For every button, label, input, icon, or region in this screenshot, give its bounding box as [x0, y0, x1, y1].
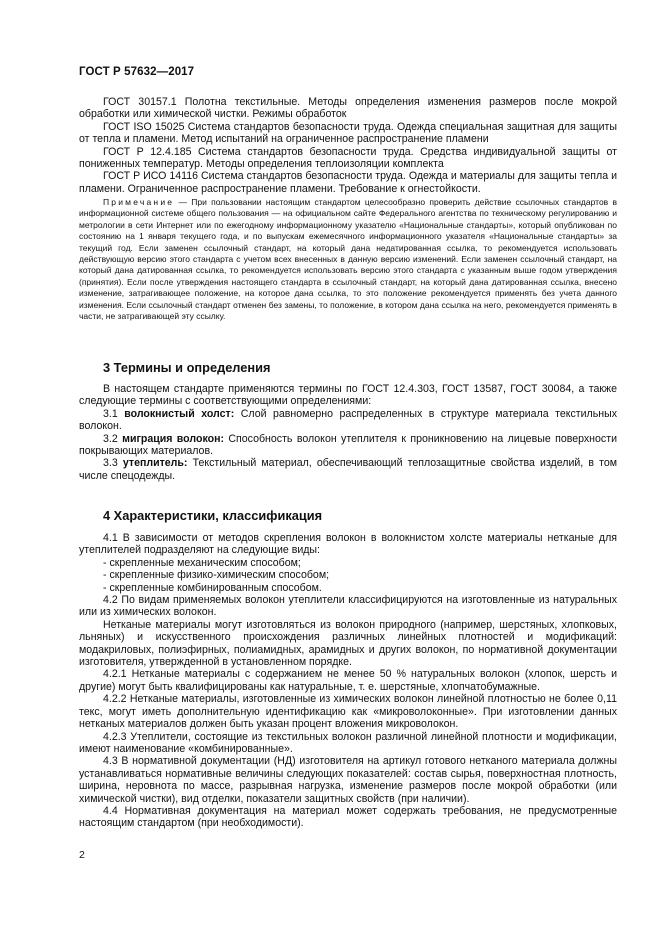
reference-item: ГОСТ Р 12.4.185 Система стандартов безопасности труда. Средства индивидуальной защиты от пониженных температур. Методы определения теплоизоляции комплекта [79, 145, 617, 171]
page-number: 2 [79, 849, 85, 861]
note-text: — При пользовании настоящим стандартом целесообразно проверить действие ссылочных стандартов в информационной системе общего пользования — на официальном сайте Федерального агентства по техническому регулированию и метрологии в сети Интернет или по ежегодному информационному указателю «Национальные стандарты», который опубликован по состоянию на 1 января текущего года, и по выпускам ежемесячного информационного указателя «Национальные стандарты» за текущий год. Если заменен ссылочный стандарт, на который дана недатированная ссылка, то рекомендуется использовать действующую версию этого стандарта с учетом всех внесенных в данную версию изменений. Если заменен ссылочный стандарт, на который дана датированная ссылка, то рекомендуется использовать версию этого стандарта с указанным выше годом утверждения (принятия). Если после утверждения настоящего стандарта в ссылочный стандарт, на который дана датированная ссылка, внесено изменение, затрагивающее положение, на которое дана ссылка, то это положение рекомендуется применять без учета данного изменения. Если ссылочный стандарт отменен без замены, то положение, в котором дана ссылка на него, рекомендуется применять в части, не затрагивающей эту ссылку. [79, 197, 617, 322]
term-name: волокнистый холст: [124, 407, 235, 420]
paragraph-4-2-1: 4.2.1 Нетканые материалы с содержанием не менее 50 % натуральных волокон (хлопок, шерсть и другие) могут быть квалифицированы как натуральные, т. е. шерстяные, хлопчатобумажные. [79, 668, 617, 693]
note-block [79, 197, 617, 322]
reference-item: ГОСТ 30157.1 Полотна текстильные. Методы определения изменения размеров после мокрой обработки или химической чистки. Режимы обработок [79, 96, 617, 121]
list-item: - скрепленные физико-химическим способом; [103, 569, 330, 582]
reference-item: ГОСТ Р ИСО 14116 Система стандартов безопасности труда. Одежда и материалы для защиты тепла и пламени. Ограниченное распространение пламени. Требование к огнестойкости. [79, 170, 617, 195]
term-name: утеплитель: [122, 457, 188, 470]
document-code: ГОСТ Р 57632—2017 [79, 66, 195, 78]
normative-references [79, 96, 617, 195]
note-label: Примечание [103, 197, 175, 207]
list-item: - скрепленные механическим способом; [103, 556, 301, 569]
paragraph-4-2-3: 4.2.3 Утеплители, состоящие из текстильных волокон различной линейной плотности и модификации, имеют наименование «комбинированные». [79, 730, 617, 755]
reference-item: ГОСТ ISO 15025 Система стандартов безопасности труда. Одежда специальная защитная для защиты от тепла и пламени. Метод испытаний на ограниченное распространение пламени [79, 120, 617, 146]
paragraph-4-2-2: 4.2.2 Нетканые материалы, изготовленные из химических волокон линейной плотностью не более 0,11 текс, могут иметь дополнительную идентификацию как «микроволоконные». При изготовлении данных нетканых материалов должен быть указан процент вложения микроволокон. [79, 693, 617, 731]
paragraph-4-2-materials: Нетканые материалы могут изготовляться из волокон природного (например, шерстяных, хлопковых, льняных) и искусственного происхождения различных линейных плотностей и модификаций: модакриловых, полиэфирных, полиамидных, арамидных и других волокон, по нормативной документации изготовителя, утвержденной в установленном порядке. [79, 618, 617, 669]
section-4-heading: 4 Характеристики, классификация [103, 508, 323, 523]
term-definition: Текстильный материал, обеспечивающий теплозащитные свойства изделий, в том числе спецодежды. [79, 457, 617, 482]
paragraph-4-4: 4.4 Нормативная документация на материал может содержать требования, не предусмотренные настоящим стандартом (при необходимости). [79, 804, 617, 830]
term-entry: 3.3 утеплитель: Текстильный материал, обеспечивающий теплозащитные свойства изделий, в том числе спецодежды. [79, 457, 617, 482]
paragraph-4-2: 4.2 По видам применяемых волокон утеплители классифицируются на изготовленные из натуральных или из химических волокон. [79, 594, 617, 619]
section-3-body [79, 383, 617, 482]
section-3-intro: В настоящем стандарте применяются термины по ГОСТ 12.4.303, ГОСТ 13587, ГОСТ 30084, а также следующие термины с соответствующими определениями: [79, 383, 617, 408]
term-entry: 3.2 миграция волокон: Способность волокон утеплителя к проникновению на лицевые поверхности покрывающих материалов. [79, 432, 617, 458]
term-definition: Слой равномерно распределенных в структуре материала текстильных волокон. [79, 407, 617, 433]
term-name: миграция волокон: [122, 432, 225, 445]
section-4-body [79, 532, 617, 830]
term-entry: 3.1 волокнистый холст: Слой равномерно распределенных в структуре материала текстильных волокон. [79, 407, 617, 433]
section-3-heading: 3 Термины и определения [103, 360, 271, 375]
list-item: - скрепленные комбинированным способом. [103, 581, 322, 594]
term-definition: Способность волокон утеплителя к проникновению на лицевые поверхности покрывающих материалов. [79, 432, 617, 458]
paragraph-4-1: 4.1 В зависимости от методов скрепления волокон в волокнистом холсте материалы нетканые для утеплителей подразделяют на следующие виды: [79, 532, 617, 557]
paragraph-4-3: 4.3 В нормативной документации (НД) изготовителя на артикул готового нетканого материала должны устанавливаться нормативные величины следующих показателей: состав сырья, поверхностная плотность, ширина, неровнота по массе, разрывная нагрузка, изменение размеров после мокрой обработки (или химической чистки), вид отделки, показатели защитных свойств (при наличии). [79, 755, 617, 805]
